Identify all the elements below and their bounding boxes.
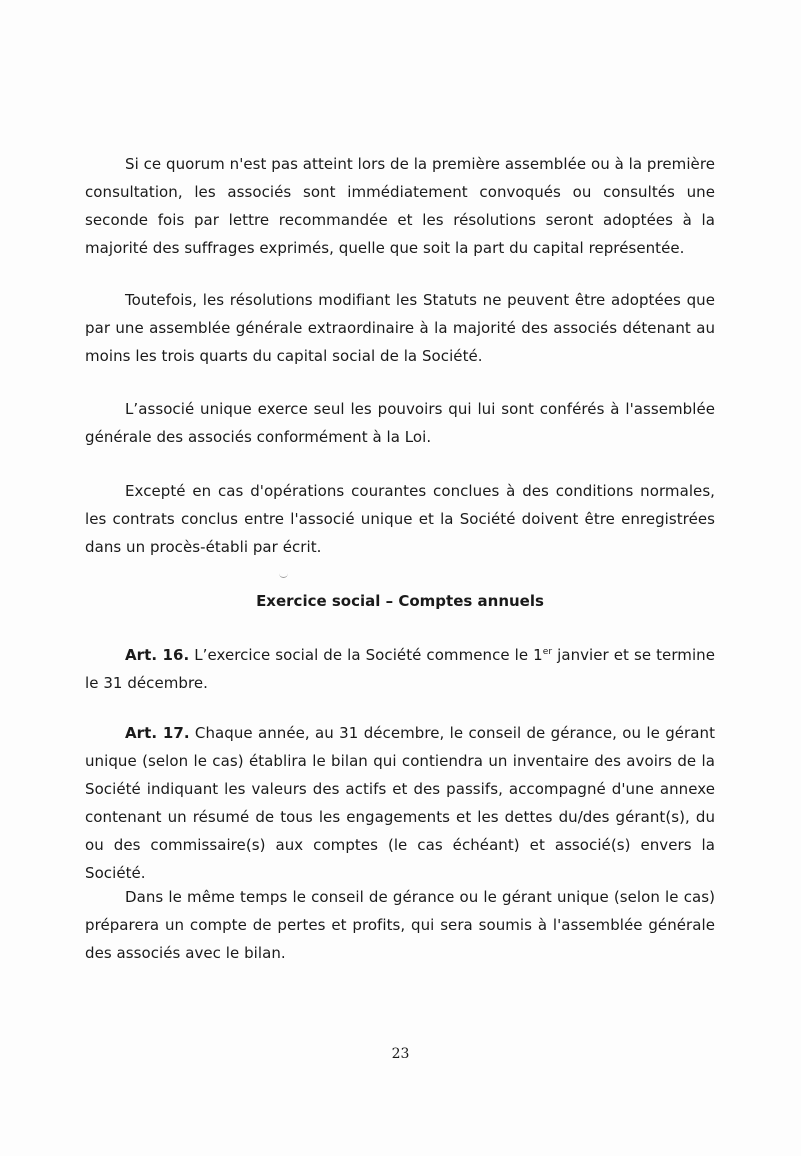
article-16-label: Art. 16.	[125, 646, 190, 664]
article-16-text	[85, 641, 715, 697]
paragraph-quorum	[85, 150, 715, 262]
article-17-continuation	[85, 883, 715, 967]
ordinal-superscript: er	[542, 647, 553, 657]
paragraph-text: Toutefois, les résolutions modifiant les Statuts ne peuvent être adoptées que par une assemblée générale extraordinaire à la majorité des associés détenant au moins les trois quarts du capital social de la Société.	[85, 291, 715, 365]
paragraph-text: L’associé unique exerce seul les pouvoirs qui lui sont conférés à l'assemblée générale des associés conformément à la Loi.	[85, 400, 715, 446]
paragraph-text: Si ce quorum n'est pas atteint lors de la première assemblée ou à la première consultation, les associés sont immédiatement convoqués ou consultés une seconde fois par lettre recommandée et les résolutions seront adoptées à la majorité des suffrages exprimés, quelle que soit la part du capital représentée.	[85, 155, 715, 257]
article-17-continuation-text: Dans le même temps le conseil de gérance ou le gérant unique (selon le cas) préparera un compte de pertes et profits, qui sera soumis à l'assemblée générale des associés avec le bilan.	[85, 888, 715, 962]
article-16-body-end: janvier et se termine le 31 décembre.	[85, 646, 715, 692]
article-17-text	[85, 719, 715, 887]
article-17-body: Chaque année, au 31 décembre, le conseil de gérance, ou le gérant unique (selon le cas) établira le bilan qui contiendra un inventaire des avoirs de la Société indiquant les valeurs des actifs et des passifs, accompagné d'une annexe contenant un résumé de tous les engagements et les dettes du/des gérant(s), du ou des commissaire(s) aux comptes (le cas échéant) et associé(s) envers la Société.	[85, 724, 715, 882]
pen-mark	[279, 573, 288, 578]
article-16-body-start: L’exercice social de la Société commence le 1	[189, 646, 543, 664]
page-number: 23	[391, 1046, 410, 1062]
section-heading: Exercice social – Comptes annuels	[256, 592, 544, 610]
paragraph-sole-associate	[85, 395, 715, 451]
paragraph-statutes-modification	[85, 286, 715, 370]
article-16	[85, 641, 715, 697]
paragraph-contracts	[85, 477, 715, 561]
article-17-label: Art. 17.	[125, 724, 190, 742]
article-17	[85, 719, 715, 887]
paragraph-text: Excepté en cas d'opérations courantes conclues à des conditions normales, les contrats conclus entre l'associé unique et la Société doivent être enregistrées dans un procès-établi par écrit.	[85, 482, 715, 556]
